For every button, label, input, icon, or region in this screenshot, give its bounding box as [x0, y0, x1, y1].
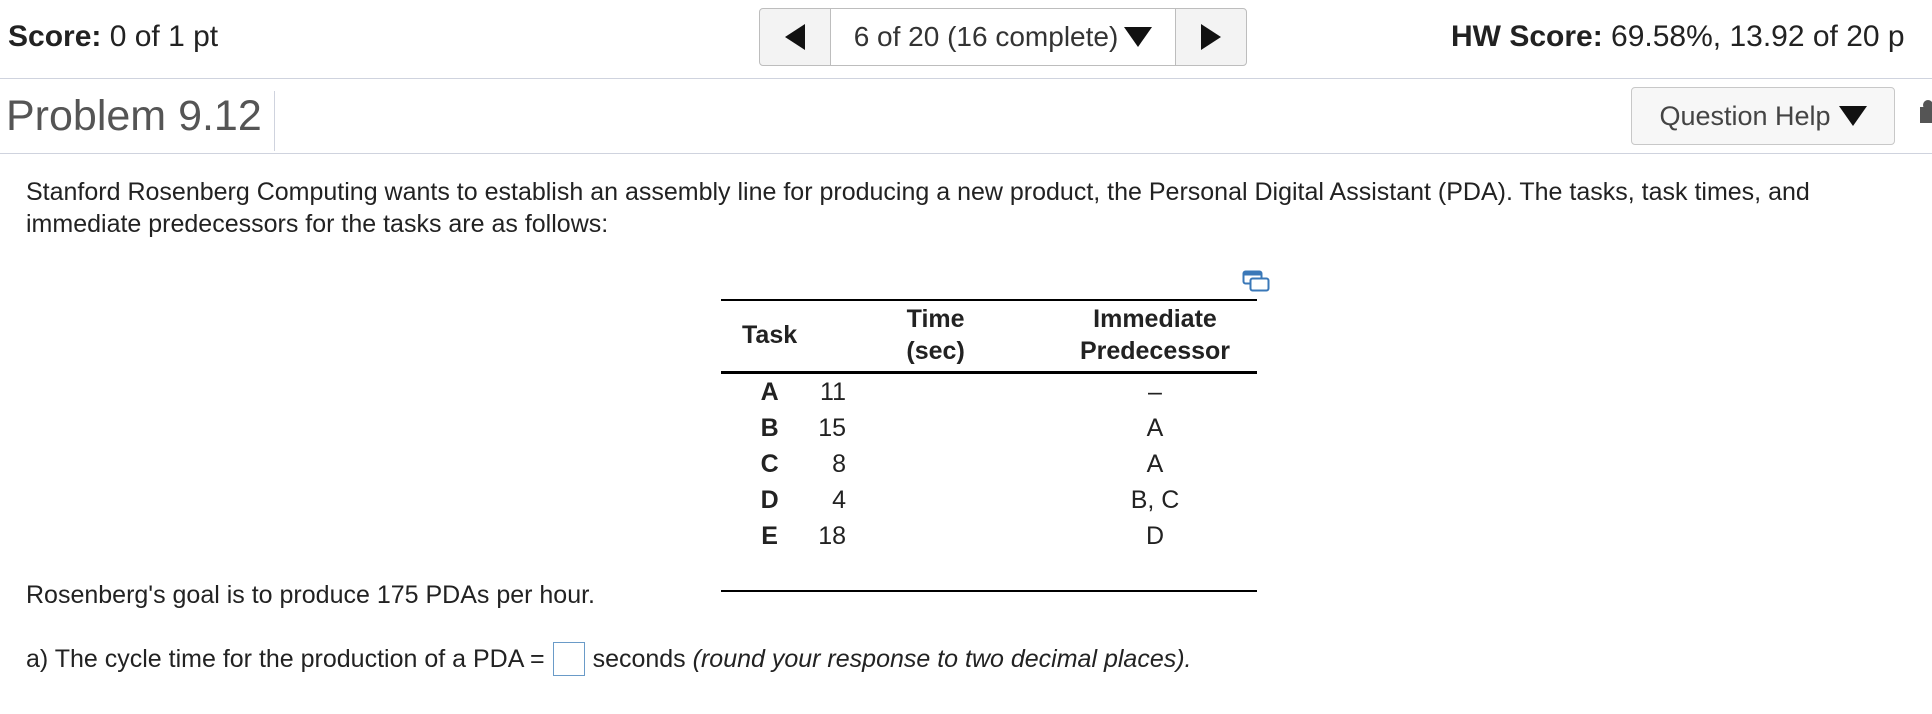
caret-down-icon [1839, 106, 1867, 126]
predecessor-cell: D [1145, 521, 1165, 550]
predecessor-cell: A [1146, 449, 1164, 478]
problem-title: Problem 9.12 [6, 91, 275, 151]
table-spacer-row [721, 554, 1257, 591]
arrow-right-icon [1201, 24, 1221, 50]
predecessor-cell: – [1148, 377, 1162, 406]
time-cell: 4 [832, 485, 846, 514]
copy-table-icon[interactable] [1242, 270, 1270, 294]
time-cell: 8 [832, 449, 846, 478]
question-a-prefix: a) The cycle time for the production of a PDA = [26, 644, 545, 673]
table-row [721, 373, 1257, 411]
question-a-rounding-note: (round your response to two decimal places). [692, 644, 1192, 673]
time-cell: 11 [820, 377, 846, 406]
table-row [721, 410, 1257, 446]
previous-question-button[interactable] [760, 9, 831, 65]
task-cell: B [760, 413, 779, 442]
arrow-left-icon [785, 24, 805, 50]
hw-score-display [1451, 20, 1905, 54]
time-column-header: Time (sec) [906, 305, 965, 365]
cycle-time-answer-input[interactable] [553, 642, 585, 676]
problem-intro-text: Stanford Rosenberg Computing wants to establish an assembly line for producing a new product, the Personal Digital Assistant (PDA). The tasks, task times, and immediate predecessors for the tasks are as follows: [26, 178, 1810, 238]
question-help-label: Question Help [1659, 100, 1831, 131]
question-a [26, 642, 1192, 676]
task-cell: E [761, 521, 778, 550]
score-display [8, 20, 218, 54]
predecessor-column-header: Immediate Predecessor [1079, 305, 1231, 365]
table-row [721, 446, 1257, 482]
task-column-header: Task [742, 321, 798, 349]
predecessor-cell: B, C [1130, 485, 1180, 514]
caret-down-icon [1124, 27, 1152, 47]
predecessor-cell: A [1146, 413, 1164, 442]
task-cell: D [760, 485, 779, 514]
settings-gear-icon[interactable] [1916, 99, 1932, 131]
question-position: 6 of 20 (16 complete) [853, 21, 1119, 52]
production-goal-text: Rosenberg's goal is to produce 175 PDAs per hour. [26, 581, 596, 609]
task-table-header-row [721, 300, 1257, 373]
time-cell: 18 [818, 521, 846, 550]
top-bar [0, 0, 1932, 79]
task-table [721, 299, 1257, 592]
score-value: 0 of 1 pt [109, 20, 219, 53]
next-question-button[interactable] [1175, 9, 1246, 65]
question-selector-dropdown[interactable] [831, 9, 1175, 65]
score-label: Score: [8, 20, 102, 53]
table-row [721, 518, 1257, 554]
hw-score-value: 69.58%, 13.92 of 20 p [1611, 20, 1905, 53]
task-cell: C [760, 449, 779, 478]
question-navigator [759, 8, 1247, 66]
question-help-button[interactable] [1631, 87, 1895, 145]
problem-bar [0, 79, 1932, 154]
task-cell: A [760, 377, 779, 406]
question-a-unit: seconds [592, 644, 686, 673]
time-cell: 15 [818, 413, 846, 442]
table-row [721, 482, 1257, 518]
hw-score-label: HW Score: [1451, 20, 1603, 53]
